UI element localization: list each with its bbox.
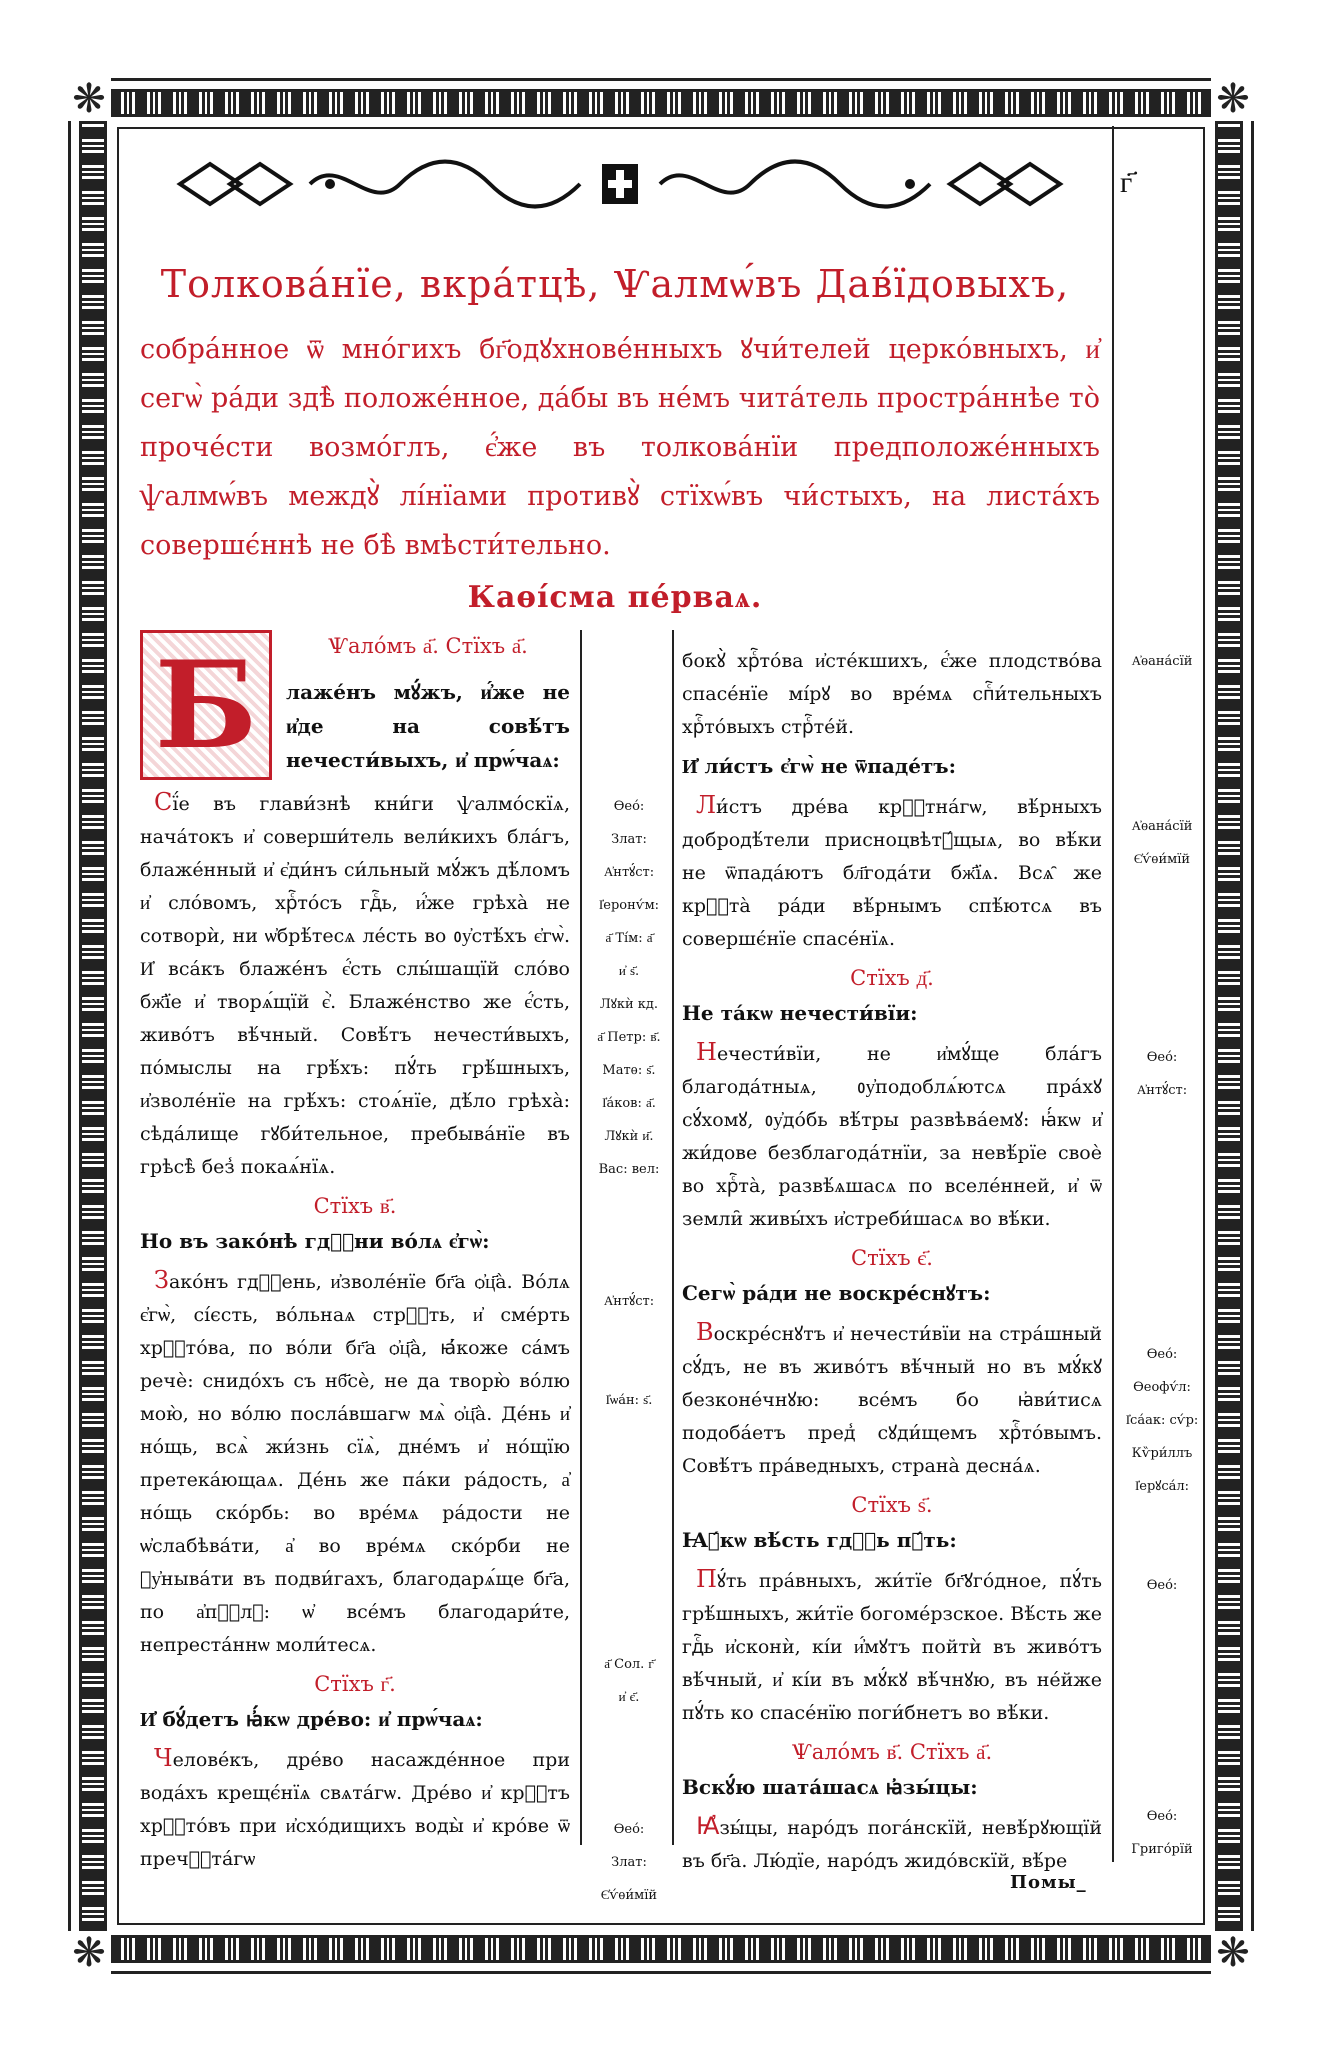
stich-heading: Стїхъ д҃. [850,966,934,990]
corner-ornament-icon: ❋ [67,77,111,121]
margin-note: Ѳео́: [613,799,645,814]
margin-note [590,1186,668,1219]
margin-note [590,1615,668,1648]
page-number: г҃ [1120,165,1133,200]
margin-note [590,1417,668,1450]
stich-heading: Стїхъ є҃. [851,1246,933,1270]
margin-note: І҆а́ков: а҃. [602,1096,656,1111]
margin-note [1112,1503,1212,1536]
margin-note [1112,1701,1212,1734]
margin-note [590,1219,668,1252]
margin-note: Злат: [611,1855,647,1870]
stich-heading: Стїхъ ѕ҃. [851,1493,933,1517]
commentary-paragraph: Зако́нъ гдⷭ҇ень, и҆зволе́нїе бг҃а ѻ҆ц҃а̀. Во́лѧ є҆гѡ̀, сі́єсть, во́льнаѧ стрⷭ҇ть, и҆ сме́рть хрⷭ҇то́ва, по во́ли бг҃а ѻ҆ц҃а̀, ꙗ҆́коже са́мъ речѐ: снидо́хъ съ нб҃сѐ, не да творю̀ во́лю мою̀, но во́лю посла́вшагѡ мѧ̀ ѻ҆ц҃а̀. Де́нь и҆ но́щь, всѧ̀ жи́знь сїѧ̀, дне́мъ и҆ но́щїю претека́ющаѧ. Де́нь же па́ки ра́дость, а҆ но́щь ско́рбь: во вре́мѧ ра́дости не ѡ҆слабѣва́ти, а҆ во вре́мѧ ско́рби не ᲂу҆ныва́ти въ подви́гахъ, благодарѧ́ще бг҃а, по а҆пⷭ҇лꙋ: ѡ҆ все́мъ благодари́те, непреста́ннѡ моли́тесѧ. [140,1266,570,1656]
margin-note [1112,744,1212,777]
margin-note: А҆нтꙋ́ст: [1136,1083,1188,1098]
margin-note: а҃ Петр: в҃. [597,1030,661,1045]
margin-note: Григо́рїй [1131,1842,1193,1857]
margin-note [590,1252,668,1285]
border-band-bottom [77,1935,1245,1963]
margin-note: А҆ѳана́сїй [1131,819,1193,834]
margin-note [590,1483,668,1516]
column-rule [672,630,674,1845]
margin-note [1112,1107,1212,1140]
margin-note [1112,678,1212,711]
margin-note: и҆ ѕ҃. [618,964,640,979]
margin-note: Кѷри́ллъ [1131,1446,1193,1461]
headpiece-ornament-icon [170,158,1070,210]
margin-note: Ѳеофѵ́л: [1133,1380,1191,1395]
margin-note [1112,1206,1212,1239]
margin-note [590,1516,668,1549]
verse-line: И҆ бꙋ́детъ ꙗ҆́кѡ дре́во: и҆ прѡ́чаѧ: [140,1707,483,1731]
margin-note: Ѳео́: [613,1822,645,1837]
margin-note [1112,1173,1212,1206]
lead-verse: лаже́нъ мꙋ́жъ, и҆́же не и҆де на совѣ́тъ нечести́выхъ, и҆ прѡ́чаѧ: [286,680,570,772]
margin-note [1112,1239,1212,1272]
margin-note: Є҆ѵ́ѳи́мїй [1133,852,1191,867]
margin-note [590,1747,668,1780]
intro-paragraph: собра́нное ѿ мно́гихъ бг҃одꙋхнове́нныхъ ꙋчи́телей церко́вныхъ, и҆ сегѡ̀ ра́ди здѣ̀ положе́нное, да́бы въ не́мъ чита́тель простра́ннѣе то̀ проче́сти возмо́глъ, є҆́же въ толкова́нїи предположе́нныхъ ѱалмѡ́въ междꙋ̀ лі́нїами противꙋ̀ стїхѡ́въ чи́стыхъ, на листа́хъ совершє́ннѣ не бѣ̀ вмѣсти́тельно. [140,334,1100,561]
margin-note: А҆нтꙋ́ст: [603,1294,655,1309]
margin-note: Вас: вел: [598,1162,660,1177]
margin-note [590,1582,668,1615]
margin-note: А҆нтꙋ́ст: [603,865,655,880]
margin-note [1112,1536,1212,1569]
margin-note [1112,1008,1212,1041]
margin-note: А҆ѳана́сїй [1131,654,1193,669]
margin-note [590,1450,668,1483]
corner-ornament-icon: ❋ [67,1931,111,1975]
margin-note [1112,1602,1212,1635]
margin-note: Ѳео́: [1146,1050,1178,1065]
verse-line: Сегѡ̀ ра́ди не воскре́снꙋтъ: [682,1281,991,1305]
border-band-top [77,89,1245,117]
margin-note [590,1780,668,1813]
margin-note [1112,1635,1212,1668]
psalm-heading: Ѱало́мъ а҃. Стїхъ а҃. [328,634,528,658]
page-title: Толкова́нїе, вкра́тцѣ, Ѱалмѡ́въ Дав́їдовыхъ, [160,262,1070,306]
margin-note: Ѳео́: [1146,1578,1178,1593]
margin-note: Злат: [611,832,647,847]
margin-note: Ѳео́: [1146,1809,1178,1824]
right-margin-notes [1112,645,1212,1866]
margin-note: и҆ є҃. [618,1690,640,1705]
border-band-left [79,87,107,1965]
catchword: Помы_ [1010,1872,1087,1893]
verse-line: Но въ зако́нѣ гдⷭ҇ни во́лѧ є҆гѡ̀: [140,1229,490,1253]
commentary-paragraph: Челове́къ, дре́во насажде́нное при вода́хъ крещє́нїѧ свѧта́гѡ. Дре́во и҆ крⷭ҇тъ хрⷭ҇то́въ при и҆схо́дищихъ воды̀ и҆ кро́ве ѿ пречⷭ҇та́гѡ [140,1744,570,1870]
commentary-paragraph: Сї́е въ глави́знѣ кни́ги ѱалмо́скїѧ, нача́токъ и҆ соверши́тель вели́кихъ бла́гъ, блаже́нный и҆ є҆ди́нъ си́льный мꙋ́жъ дѣ́ломъ и҆ сло́вомъ, хрⷭ҇то́съ гдⷭ҇ь, и҆́же грѣха̀ не сотворѝ, ни ѡ҆брѣ́тесѧ ле́сть во ᲂу҆стѣ́хъ є҆гѡ̀. И҆ вса́къ блаже́нъ є҆́сть слы́шащїй сло́во бж҃їе и҆ творѧ́щїй є҆̀. Блаже́нство же є҆́сть, живо́тъ вѣ́чный. Совѣ́тъ нечести́выхъ, по́мыслы на грѣ́хъ: пꙋ́ть грѣ́шныхъ, и҆зволе́нїе на грѣ́хъ: стоѧ́нїе, дѣ́ло грѣха̀: сѣда́лище гꙋби́тельное, пребыва́нїе въ грѣсѣ̀ без̾ покаѧ́нїѧ. [140,788,570,1178]
margin-note: І҆ѡа́н: ѕ҃. [605,1393,653,1408]
commentary-paragraph: Пꙋ́ть пра́вныхъ, жи́тїе бг҃ꙋго́дное, пꙋ́ть грѣ́шныхъ, жи́тїе богоме́рзское. Вѣ́сть же гдⷭ҇ь и҆сконѝ, кі́и и҆́мꙋтъ пойтѝ въ живо́тъ вѣ́чный, и҆ кі́и въ мꙋ́кꙋ вѣ́чнꙋю, въ не́йже пꙋ́ть ко спасе́нїю поги́бнетъ во вѣ́ки. [682,1565,1102,1724]
margin-note [1112,777,1212,810]
commentary-paragraph: Воскре́снꙋтъ и҆ нечести́вїи на стра́шный сꙋ́дъ, не въ живо́тъ вѣ́чный но въ мꙋ́кꙋ безконе́чнꙋю: все́мъ бо ꙗ҆ви́тисѧ подоба́етъ пред̾ сꙋди́щемъ хрⷭ҇то́вымъ. Совѣ́тъ пра́ведныхъ, страна̀ десна́ѧ. [682,1318,1102,1477]
margin-note [590,1549,668,1582]
corner-ornament-icon: ❋ [1211,1931,1255,1975]
margin-note [590,1318,668,1351]
margin-note [1112,1767,1212,1800]
margin-note [1112,1734,1212,1767]
margin-note [1112,876,1212,909]
margin-note: Є҆ѵ́ѳи́мїй [600,1888,658,1903]
commentary-paragraph: Ꙗ҆зы́цы, наро́дъ пога́нскїй, невѣ́рꙋющїй въ бг҃а. Лю́дїе, наро́дъ жидо́вскїй, вѣ́ре [682,1812,1102,1872]
margin-note [1112,975,1212,1008]
border-band-right [1215,87,1243,1965]
margin-note [1112,1140,1212,1173]
margin-note: а҃ Сол. г҃ [604,1657,654,1672]
margin-note: І҆ерꙋса́л: [1134,1479,1190,1494]
margin-note [590,1351,668,1384]
psalm-heading: Ѱало́мъ в҃. Стїхъ а҃. [791,1740,993,1764]
dropcap-initial: Б [140,630,272,780]
margin-note [1112,909,1212,942]
margin-note: І҆са́ак: сѵ́р: [1125,1413,1199,1428]
corner-ornament-icon: ❋ [1211,77,1255,121]
margin-note [1112,1305,1212,1338]
verse-line: Не та́кѡ нечести́вїи: [682,1001,918,1025]
right-column [682,645,1102,1884]
margin-note: І҆еронѵ́м: [598,898,660,913]
commentary-paragraph: Ли́стъ дре́ва крⷭ҇тна́гѡ, вѣ́рныхъ добродѣ́тели присноцвѣтꙋ́щыѧ, во вѣ́ки не ѿпада́ютъ бл҃года́ти бж҃їѧ. Всѧ̑ же крⷭ҇та̀ ра́ди вѣ́рнымъ спѣ́ютсѧ въ совершє́нїе спасе́нїѧ. [682,791,1102,950]
margin-note [1112,711,1212,744]
margin-note: Лꙋкѝ кд. [599,997,659,1012]
verse-line: И҆ ли́стъ є҆гѡ̀ не ѿпаде́тъ: [682,754,957,778]
commentary-paragraph: Нечести́вїи, не и҆мꙋ́ще бла́гъ благода́тныѧ, ᲂу҆подоблѧ́ютсѧ пра́хꙋ сꙋ́хомꙋ, ᲂу҆до́бь вѣ́тры развѣва́емꙋ: ꙗ҆́кѡ и҆ жи́дове безблагода́тнїи, за невѣ́рїе своѐ во хрⷭ҇та̀, развѣ́ѧшасѧ по вселе́нней, и҆ ѿ земли̑ живы́хъ и҆стреби́шасѧ во вѣ́ки. [682,1038,1102,1230]
kathisma-heading: Каѳі́сма пе́рваѧ. [467,580,763,615]
left-column [140,630,570,1882]
column-rule [580,630,582,1845]
verse-line: Вскꙋ́ю шата́шасѧ ꙗ҆зы́цы: [682,1775,978,1799]
margin-note: Матѳ: ѕ҃. [602,1063,656,1078]
stich-heading: Стїхъ г҃. [314,1672,396,1696]
margin-note [1112,942,1212,975]
middle-margin-notes [590,790,668,1912]
stich-heading: Стїхъ в҃. [313,1194,397,1218]
margin-note: а҃ Ті́м: а҃ [605,931,653,946]
margin-note: Ѳео́: [1146,1347,1178,1362]
verse-line: Ꙗ҆́кѡ вѣ́сть гдⷭ҇ь пꙋ́ть: [682,1528,957,1552]
margin-note: Лꙋкѝ и҃. [604,1129,654,1144]
margin-note [590,1714,668,1747]
commentary-paragraph: бокꙋ̀ хрⷭ҇то́ва и҆сте́кшихъ, є҆́же плодство́ва спасе́нїе мі́рꙋ во вре́мѧ спⷭ҇и́тельныхъ хрⷭ҇то́выхъ стрⷭ҇те́й. [682,650,1102,738]
margin-note [1112,1668,1212,1701]
margin-note [1112,1272,1212,1305]
